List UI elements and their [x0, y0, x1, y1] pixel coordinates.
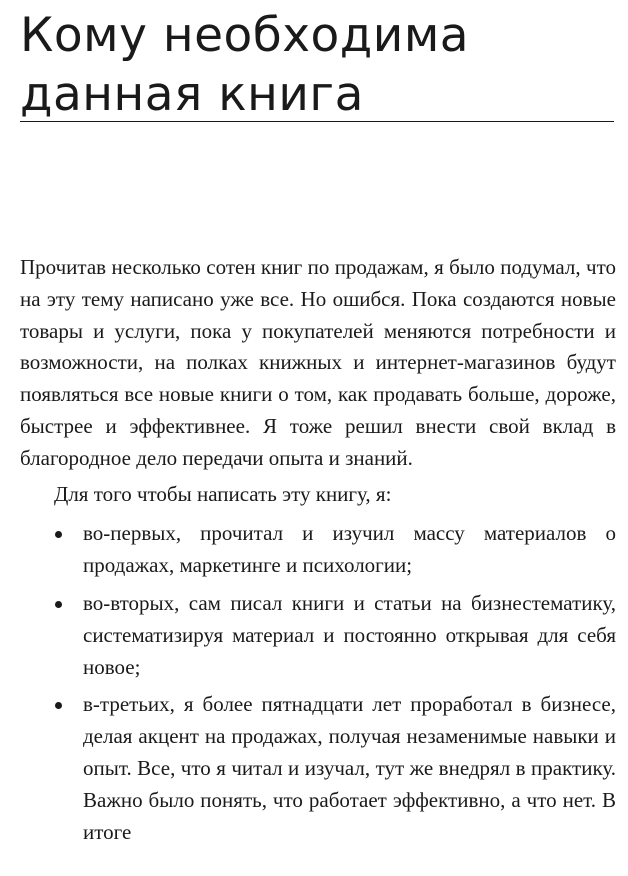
list-item-text: во-вторых, сам писал книги и статьи на бизнестематику, систематизируя материал и постоянно открывая для себя новое; — [83, 590, 616, 679]
title-underline-divider — [20, 121, 614, 122]
list-item-text: в-третьих, я более пятнадцати лет проработал в бизнесе, делая акцент на продажах, получая незаменимые навыки и опыт. Все, что я читал и изучал, тут же внедрял в практику. Важно было понять, что работает эффективно, а что нет. В итоге — [83, 692, 616, 844]
chapter-title — [20, 6, 620, 124]
body-text — [20, 252, 616, 854]
list-item — [20, 518, 616, 582]
list-item-text: во-первых, прочитал и изучил массу материалов о продажах, маркетинге и психологии; — [83, 521, 616, 578]
bullet-dot-icon — [55, 702, 62, 709]
paragraph-lead-in: Для того чтобы написать эту книгу, я: — [54, 481, 392, 506]
bullet-dot-icon — [55, 531, 62, 538]
chapter-title-line-2: данная книга — [20, 67, 364, 122]
chapter-title-line-1: Кому необходима — [20, 8, 470, 63]
list-item — [20, 689, 616, 848]
paragraph-intro: Прочитав несколько сотен книг по продажам, я было подумал, что на эту тему написано уже все. Но ошибся. Пока создаются новые товары и услуги, пока у покупателей меняются потребности и возможности, на полках книжных и интернет-магазинов будут появляться все новые книги о том, как продавать больше, дороже, быстрее и эффективнее. Я тоже решил внести свой вклад в благородное дело передачи опыта и знаний. — [20, 255, 616, 470]
bullet-list — [20, 518, 616, 848]
bullet-dot-icon — [55, 601, 62, 608]
list-item — [20, 588, 616, 683]
